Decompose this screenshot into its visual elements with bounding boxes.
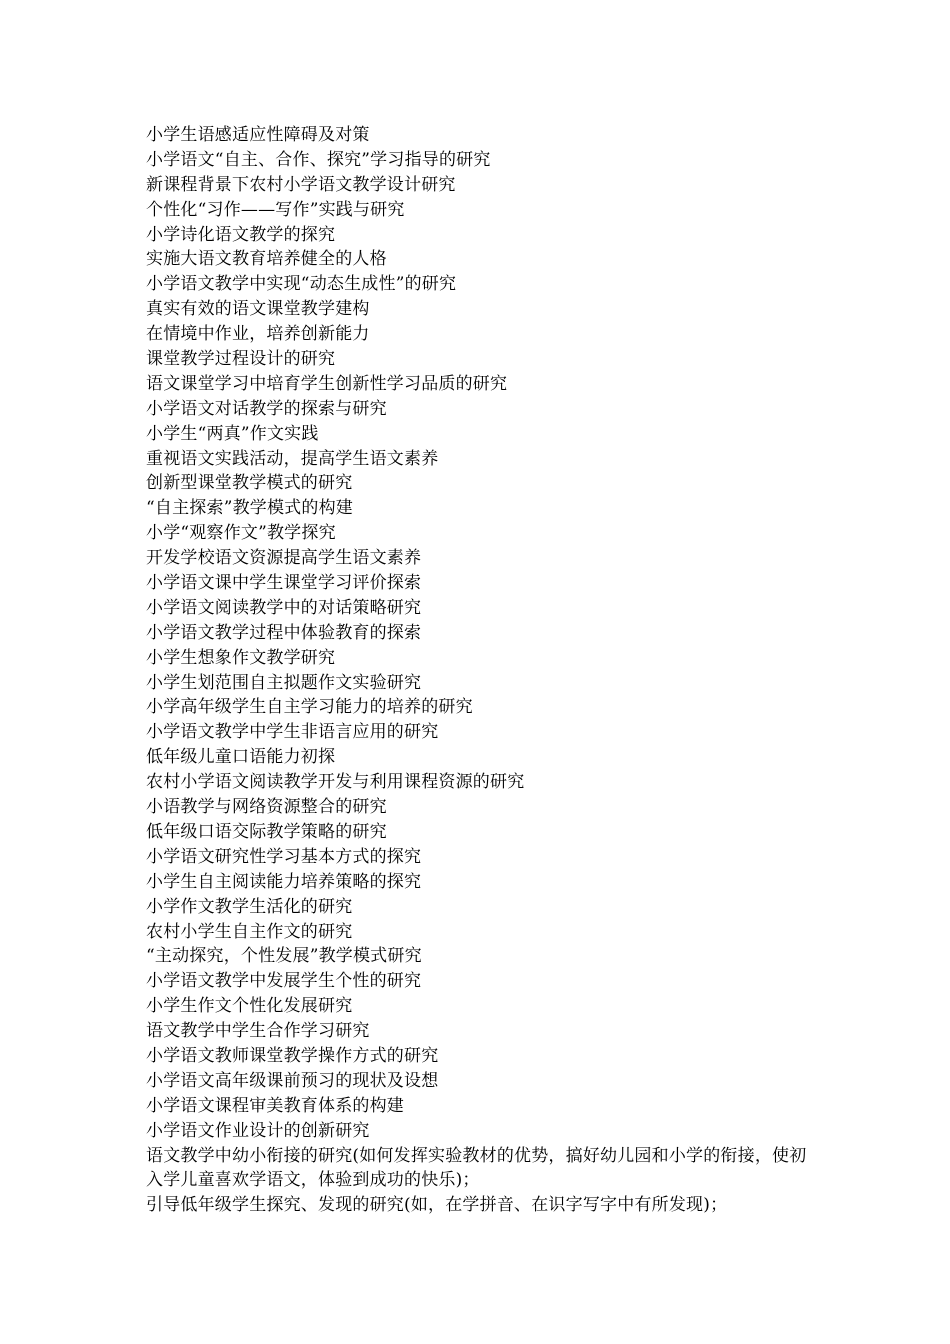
list-item: 小学“观察作文”教学探究 [146,523,336,544]
list-item: 小学语文教学过程中体验教育的探索 [146,622,422,643]
list-item: 小学语文研究性学习基本方式的探究 [146,846,422,867]
long-topic-paragraph: 引导低年级学生探究、发现的研究(如，在学拼音、在识字写字中有所发现)； [146,1195,728,1216]
list-item: 语文课堂学习中培育学生创新性学习品质的研究 [146,373,508,394]
list-item: 真实有效的语文课堂教学建构 [146,299,370,320]
list-item: 小学生划范围自主拟题作文实验研究 [146,672,422,693]
list-item: 小学语文教学中发展学生个性的研究 [146,971,422,992]
list-item: 开发学校语文资源提高学生语文素养 [146,548,422,569]
list-item: “自主探索”教学模式的构建 [146,498,353,519]
list-item: 小学语文作业设计的创新研究 [146,1120,370,1141]
list-item: 小语教学与网络资源整合的研究 [146,797,387,818]
list-item: 低年级口语交际教学策略的研究 [146,821,387,842]
list-item: 语文教学中学生合作学习研究 [146,1021,370,1042]
list-item: 小学语文对话教学的探索与研究 [146,398,387,419]
list-item: 农村小学生自主作文的研究 [146,921,353,942]
list-item: 小学高年级学生自主学习能力的培养的研究 [146,697,473,718]
document-page [146,123,816,1218]
list-item: 实施大语文教育培养健全的人格 [146,249,387,270]
list-item: 小学生语感适应性障碍及对策 [146,125,370,145]
list-item: 小学语文阅读教学中的对话策略研究 [146,597,422,618]
list-item: 课堂教学过程设计的研究 [146,349,336,370]
list-item: 小学语文教学中实现“动态生成性”的研究 [146,274,457,295]
list-item: 新课程背景下农村小学语文教学设计研究 [146,174,456,195]
list-item: 重视语文实践活动，提高学生语文素养 [146,448,439,469]
long-topic-paragraph: 语文教学中幼小衔接的研究(如何发挥实验教材的优势，搞好幼儿园和小学的衔接，使初入学儿童喜欢学语文，体验到成功的快乐)； [146,1145,807,1191]
list-item: 小学语文高年级课前预习的现状及设想 [146,1070,439,1091]
list-item: “主动探究，个性发展”教学模式研究 [146,946,422,967]
list-item: 小学语文教学中学生非语言应用的研究 [146,722,439,743]
list-item: 小学生自主阅读能力培养策略的探究 [146,871,422,892]
list-item: 小学生“两真”作文实践 [146,423,319,444]
list-item: 农村小学语文阅读教学开发与利用课程资源的研究 [146,772,525,793]
list-item: 小学语文教师课堂教学操作方式的研究 [146,1045,439,1066]
list-item: 小学语文课程审美教育体系的构建 [146,1095,404,1116]
list-item: 低年级儿童口语能力初探 [146,747,336,768]
list-item: 小学生作文个性化发展研究 [146,996,353,1017]
research-topic-list [146,123,816,1144]
list-item: 小学诗化语文教学的探究 [146,224,336,245]
list-item: 小学语文“自主、合作、探究”学习指导的研究 [146,149,491,170]
list-item: 小学生想象作文教学研究 [146,647,336,668]
list-item: 小学语文课中学生课堂学习评价探索 [146,573,422,594]
list-item: 在情境中作业，培养创新能力 [146,324,370,345]
list-item: 个性化“习作——写作”实践与研究 [146,199,405,220]
list-item: 小学作文教学生活化的研究 [146,896,353,917]
list-item: 创新型课堂教学模式的研究 [146,473,353,494]
